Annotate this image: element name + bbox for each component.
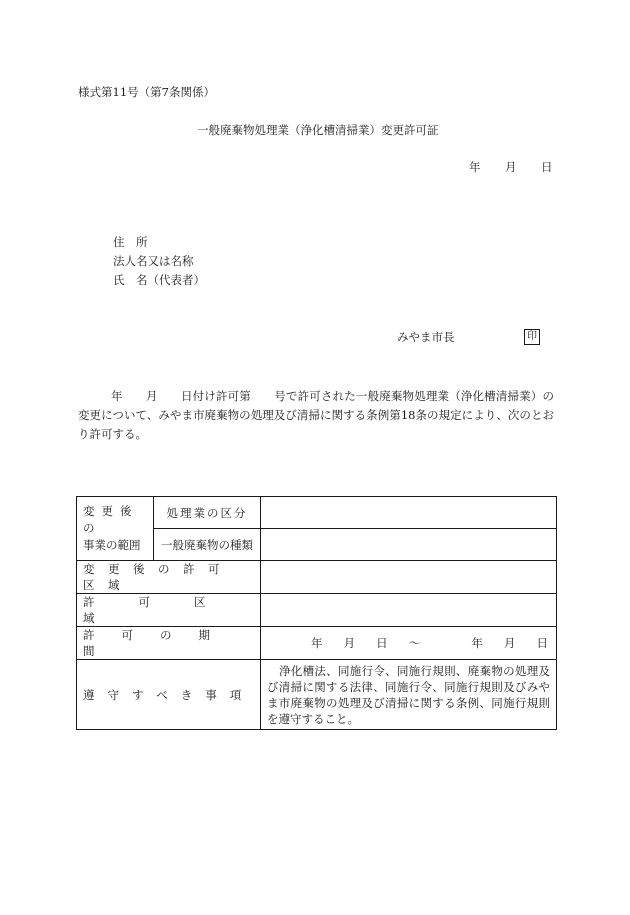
period-start-day: 日 bbox=[376, 636, 388, 650]
comply-label-text: 遵守すべき事項 bbox=[83, 687, 255, 702]
period-end-year: 年 bbox=[471, 636, 483, 650]
seal-mark: 印 bbox=[524, 329, 540, 345]
period-label bbox=[77, 627, 261, 660]
waste-type-value bbox=[261, 529, 557, 561]
permit-table bbox=[76, 496, 557, 730]
scope-label-line2 bbox=[83, 537, 147, 554]
area-label-text: 許可区域 bbox=[83, 595, 250, 625]
changed-area-label-wrap bbox=[77, 561, 260, 593]
changed-area-label bbox=[77, 561, 261, 594]
business-class-label bbox=[154, 497, 261, 529]
date-month: 月 bbox=[505, 160, 517, 174]
period-label-wrap bbox=[77, 627, 260, 659]
period-end-day: 日 bbox=[536, 636, 548, 650]
area-value bbox=[261, 594, 557, 627]
scope-label-line1-text: 変更後の bbox=[83, 504, 139, 535]
scope-label-cell bbox=[77, 497, 154, 561]
changed-area-value bbox=[261, 561, 557, 594]
corp-name-label: 法人名又は名称 bbox=[113, 254, 194, 268]
scope-label-line2-text: 事業の範囲 bbox=[83, 538, 141, 552]
scope-label-line1 bbox=[83, 503, 147, 537]
document-title: 一般廃棄物処理業（浄化槽清掃業）変更許可証 bbox=[197, 123, 439, 137]
date-day: 日 bbox=[541, 160, 553, 174]
permit-body-text: 年 月 日付け許可第 号で許可された一般廃棄物処理業（浄化槽清掃業）の変更について、みやま市廃棄物の処理及び清掃に関する条例第18条の規定により、次のとおり許可する。 bbox=[78, 389, 554, 441]
comply-value bbox=[261, 660, 557, 730]
address-label bbox=[113, 237, 195, 249]
representative-name-label: 氏 名（代表者） bbox=[113, 273, 205, 287]
date-year: 年 bbox=[469, 160, 481, 174]
comply-label bbox=[77, 660, 261, 730]
period-tilde: ～ bbox=[408, 636, 421, 650]
area-label-wrap bbox=[77, 594, 260, 626]
business-class-label-text: 処理業の区分 bbox=[166, 505, 248, 520]
issuer-mayor: みやま市長 bbox=[397, 330, 455, 344]
form-number: 様式第11号（第7条関係） bbox=[78, 85, 215, 99]
period-start-month: 月 bbox=[343, 636, 356, 650]
period-end-month: 月 bbox=[503, 636, 516, 650]
period-value bbox=[261, 627, 557, 660]
comply-text: 浄化槽法、同施行令、同施行規則、廃棄物の処理及び清掃に関する法律、同施行令、同施行規則及びみやま市廃棄物の処理及び清掃に関する条例、同施行規則を遵守すること。 bbox=[267, 663, 550, 726]
comply-label-wrap bbox=[77, 687, 260, 703]
business-class-value bbox=[261, 497, 557, 529]
address-label-text: 住 所 bbox=[113, 235, 148, 249]
changed-area-label-text: 変更後の許可区域 bbox=[83, 562, 233, 592]
period-label-text: 許可の期間 bbox=[83, 628, 237, 658]
period-start-year: 年 bbox=[311, 636, 323, 650]
period-value-wrap bbox=[261, 635, 556, 651]
waste-type-label: 一般廃棄物の種類 bbox=[154, 529, 261, 561]
area-label bbox=[77, 594, 261, 627]
